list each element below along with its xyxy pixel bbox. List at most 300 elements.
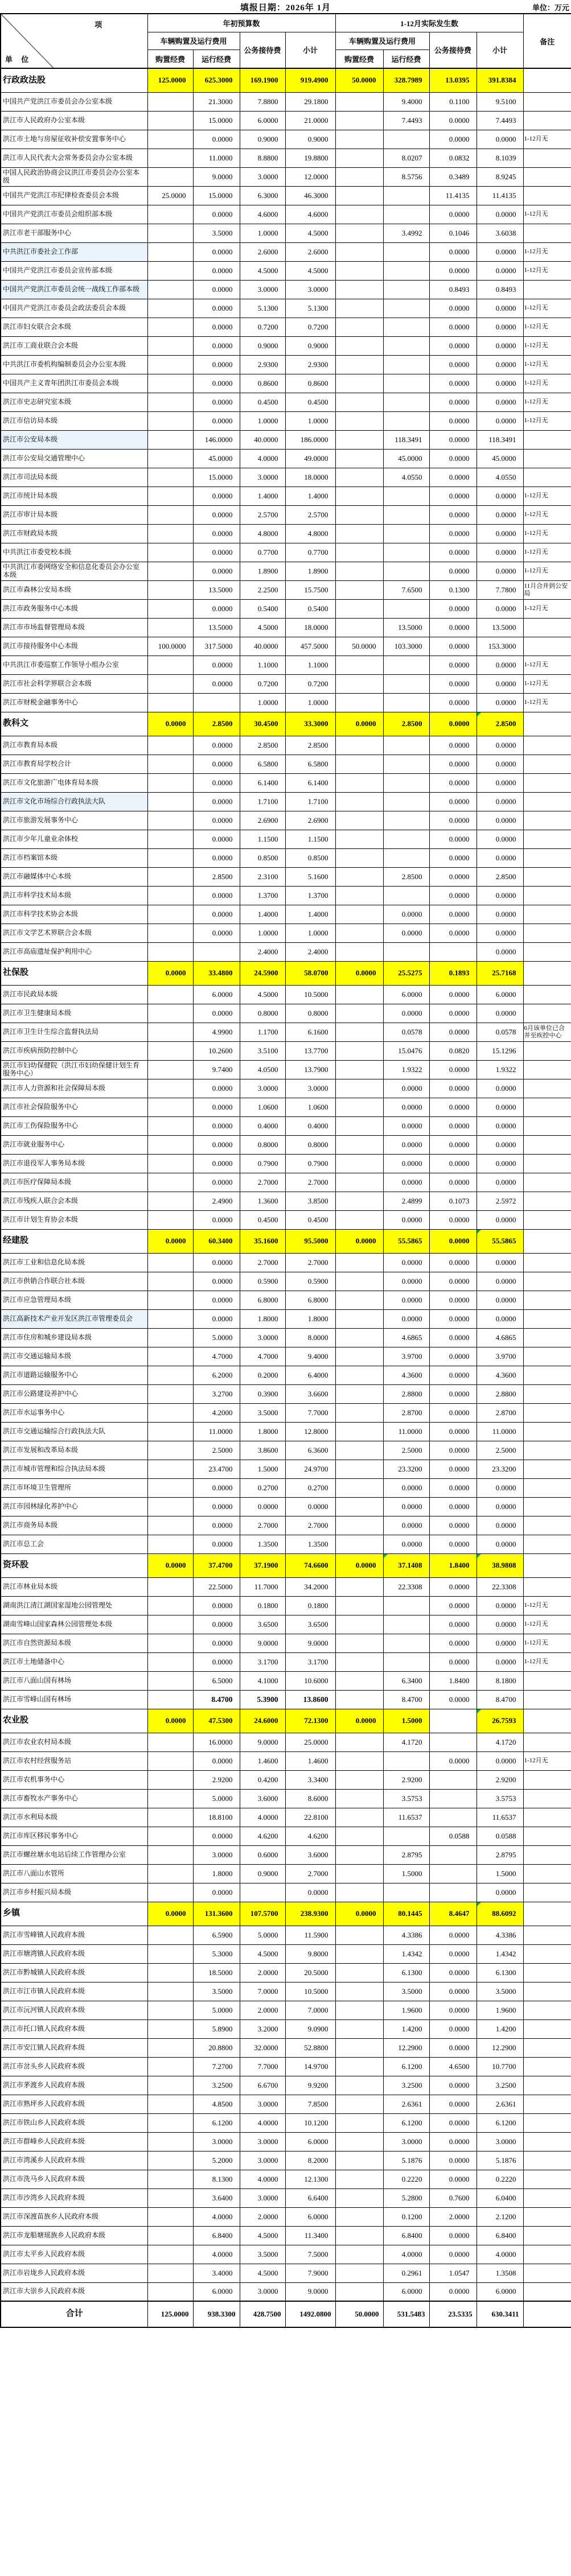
value-cell: 0.0000 (429, 1210, 476, 1229)
value-cell: 0.0000 (476, 336, 523, 355)
value-cell (147, 1808, 193, 1827)
value-cell: 0.0000 (429, 1751, 476, 1770)
value-cell: 2.9200 (193, 1770, 240, 1789)
value-cell (147, 1733, 193, 1751)
value-cell: 0.0000 (193, 1516, 240, 1535)
value-cell (147, 1944, 193, 1963)
value-cell: 0.0000 (193, 1004, 240, 1023)
value-cell: 26.7593 (476, 1709, 523, 1733)
remark-cell (523, 149, 571, 167)
value-cell (147, 449, 193, 468)
value-cell: 2.9300 (240, 355, 285, 374)
value-cell: 0.1800 (240, 1596, 285, 1615)
value-cell: 0.0000 (476, 562, 523, 580)
header-unit-label: 单 位 (5, 55, 32, 64)
unit-name-cell: 中国共产党洪江市委员会办公室本级 (1, 92, 147, 111)
remark-cell (523, 1422, 571, 1441)
value-cell: 0.4000 (285, 1116, 335, 1135)
remark-cell (523, 2301, 571, 2327)
value-cell (147, 562, 193, 580)
value-cell: 1.3700 (285, 886, 335, 905)
unit-name-cell: 洪江市人民政府办公室本级 (1, 111, 147, 130)
value-cell: 1.3600 (240, 1192, 285, 1210)
remark-cell (523, 1441, 571, 1460)
table-row (1, 318, 571, 336)
value-cell (147, 2226, 193, 2245)
value-cell (335, 1751, 383, 1770)
value-cell: 6.8000 (285, 1291, 335, 1309)
value-cell: 1.8000 (285, 1309, 335, 1328)
value-cell (147, 1864, 193, 1883)
value-cell: 2.5000 (476, 1441, 523, 1460)
value-cell: 0.0000 (193, 905, 240, 924)
value-cell: 0.0000 (193, 336, 240, 355)
table-row (1, 2001, 571, 2019)
value-cell (147, 430, 193, 449)
value-cell: 15.0000 (193, 186, 240, 205)
value-cell: 0.0000 (429, 487, 476, 505)
value-cell: 0.0000 (429, 924, 476, 942)
remark-cell (523, 1690, 571, 1709)
value-cell (335, 1079, 383, 1098)
value-cell: 0.0000 (147, 961, 193, 985)
remark-cell: 1-12月无 (523, 299, 571, 318)
value-cell: 8.1039 (476, 149, 523, 167)
value-cell: 35.1600 (240, 1229, 285, 1253)
unit-name-cell: 中共洪江市委网络安全和信息化委员会办公室本级 (1, 562, 147, 580)
value-cell: 0.8000 (285, 1004, 335, 1023)
value-cell: 1.0000 (240, 693, 285, 712)
table-row (1, 2038, 571, 2057)
value-cell (147, 2151, 193, 2170)
value-cell: 0.2000 (240, 1366, 285, 1384)
value-cell (335, 1615, 383, 1634)
value-cell: 5.1300 (285, 299, 335, 318)
remark-cell (523, 1982, 571, 2001)
value-cell: 630.3411 (476, 2301, 523, 2327)
value-cell: 0.0000 (429, 2113, 476, 2132)
section-summary-row (1, 712, 571, 736)
value-cell: 0.8000 (240, 1135, 285, 1154)
value-cell: 13.7700 (285, 1041, 335, 1060)
value-cell: 6.8400 (383, 2226, 429, 2245)
remark-cell: 1-12月无 (523, 393, 571, 411)
value-cell (147, 1403, 193, 1422)
unit-name-cell: 洪江市高庙遗址保护利用中心 (1, 942, 147, 961)
value-cell: 4.6000 (240, 205, 285, 224)
value-cell: 0.0000 (476, 505, 523, 524)
value-cell (147, 1516, 193, 1535)
remark-cell (523, 1272, 571, 1291)
value-cell: 153.3000 (476, 637, 523, 656)
value-cell: 0.0000 (429, 299, 476, 318)
value-cell: 23.3200 (476, 1460, 523, 1478)
unit-name-cell: 中共洪江市委巡察工作领导小组办公室 (1, 656, 147, 674)
unit-name-cell: 洪江市妇幼保健院（洪江市妇幼保健计划生育服务中心） (1, 1060, 147, 1079)
table-row (1, 1116, 571, 1135)
unit-name-cell: 洪江高新技术产业开发区洪江市管理委员会 (1, 1309, 147, 1328)
value-cell: 10.2600 (193, 1041, 240, 1060)
value-cell (147, 656, 193, 674)
value-cell: 1.8400 (429, 1553, 476, 1577)
table-row (1, 1864, 571, 1883)
value-cell: 0.0000 (383, 1079, 429, 1098)
value-cell (147, 1577, 193, 1596)
value-cell: 58.0700 (285, 961, 335, 985)
value-cell (147, 505, 193, 524)
value-cell: 1.4342 (476, 1944, 523, 1963)
value-cell: 1.3500 (240, 1535, 285, 1553)
budget-reception-header: 公务接待费 (240, 32, 285, 68)
remark-cell: 1-12月无 (523, 374, 571, 393)
value-cell: 4.0000 (383, 2245, 429, 2264)
value-cell (147, 1098, 193, 1116)
remark-cell (523, 848, 571, 867)
value-cell: 0.0000 (476, 1210, 523, 1229)
value-cell (147, 1023, 193, 1041)
value-cell (335, 167, 383, 186)
section-summary-row (1, 961, 571, 985)
value-cell: 7.0000 (285, 2001, 335, 2019)
value-cell: 3.0000 (240, 468, 285, 487)
value-cell (147, 1770, 193, 1789)
value-cell (147, 2038, 193, 2057)
value-cell: 1.0547 (429, 2264, 476, 2282)
remark-cell: 1-12月无 (523, 524, 571, 543)
value-cell (147, 1366, 193, 1384)
value-cell: 938.3300 (193, 2301, 240, 2327)
value-cell: 0.0000 (193, 355, 240, 374)
value-cell (147, 2207, 193, 2226)
value-cell (147, 1963, 193, 1982)
table-row (1, 886, 571, 905)
unit-name-cell: 洪江市就业服务中心 (1, 1135, 147, 1154)
value-cell (147, 393, 193, 411)
title-bar (0, 0, 571, 13)
value-cell: 0.0000 (476, 1883, 523, 1902)
value-cell: 8.4700 (383, 1690, 429, 1709)
remark-cell (523, 1553, 571, 1577)
value-cell: 15.0000 (193, 468, 240, 487)
value-cell (147, 224, 193, 242)
value-cell: 11.6537 (476, 1808, 523, 1827)
value-cell: 0.0000 (429, 411, 476, 430)
value-cell: 38.9808 (476, 1553, 523, 1577)
value-cell: 22.3308 (383, 1577, 429, 1596)
value-cell: 9.0000 (285, 1634, 335, 1652)
remark-cell (523, 2113, 571, 2132)
value-cell (335, 2188, 383, 2207)
value-cell (147, 1210, 193, 1229)
remark-cell (523, 792, 571, 811)
value-cell: 0.0000 (429, 1460, 476, 1478)
value-cell (147, 205, 193, 224)
value-cell (147, 1671, 193, 1690)
unit-name-cell: 洪江市螺丝塘水电站后续工作管理办公室 (1, 1845, 147, 1864)
value-cell: 18.0000 (285, 618, 335, 637)
value-cell (147, 1272, 193, 1291)
value-cell (335, 205, 383, 224)
value-cell (335, 1328, 383, 1347)
value-cell (335, 773, 383, 792)
value-cell: 3.4000 (193, 2264, 240, 2282)
value-cell (335, 468, 383, 487)
value-cell (147, 1116, 193, 1135)
value-cell: 6.1200 (383, 2057, 429, 2076)
value-cell: 1.8000 (193, 1864, 240, 1883)
value-cell: 10.6000 (285, 1671, 335, 1690)
value-cell (147, 985, 193, 1004)
table-row (1, 111, 571, 130)
value-cell: 9.9200 (285, 2076, 335, 2095)
value-cell: 0.0000 (476, 773, 523, 792)
value-cell: 0.0588 (476, 1827, 523, 1845)
value-cell: 0.0000 (429, 618, 476, 637)
value-cell: 0.7200 (285, 674, 335, 693)
value-cell: 0.0000 (476, 318, 523, 336)
value-cell (147, 543, 193, 562)
value-cell (147, 2264, 193, 2282)
value-cell: 9.0900 (285, 2019, 335, 2038)
value-cell (335, 1253, 383, 1272)
value-cell: 25.5275 (383, 961, 429, 985)
unit-name-cell: 中国共产主义青年团洪江市委员会本级 (1, 374, 147, 393)
table-row (1, 1478, 571, 1497)
remark-cell (523, 1041, 571, 1060)
value-cell (383, 355, 429, 374)
value-cell: 30.4500 (240, 712, 285, 736)
value-cell (383, 487, 429, 505)
value-cell: 6.1200 (383, 2113, 429, 2132)
remark-cell (523, 1098, 571, 1116)
value-cell: 2.9200 (383, 1770, 429, 1789)
value-cell: 4.5000 (240, 261, 285, 280)
table-row (1, 755, 571, 773)
value-cell: 55.5865 (476, 1229, 523, 1253)
value-cell (335, 1116, 383, 1135)
value-cell: 0.0000 (383, 924, 429, 942)
value-cell: 0.0000 (193, 1079, 240, 1098)
value-cell (335, 792, 383, 811)
remark-cell: 1-12月无 (523, 1615, 571, 1634)
value-cell (335, 1210, 383, 1229)
value-cell: 3.6500 (285, 1615, 335, 1634)
value-cell: 0.0000 (429, 2170, 476, 2188)
value-cell (147, 280, 193, 299)
value-cell: 0.0000 (193, 736, 240, 755)
value-cell: 0.0000 (335, 1229, 383, 1253)
remark-cell (523, 1366, 571, 1384)
value-cell: 95.5000 (285, 1229, 335, 1253)
value-cell: 10.5000 (285, 1982, 335, 2001)
value-cell (147, 1004, 193, 1023)
value-cell: 0.0000 (429, 736, 476, 755)
remark-cell (523, 2264, 571, 2282)
value-cell (147, 355, 193, 374)
remark-cell (523, 830, 571, 848)
value-cell: 0.0000 (240, 1497, 285, 1516)
unit-name-cell: 洪江市湾溪乡人民政府本级 (1, 2151, 147, 2170)
remark-cell: 1-12月无 (523, 318, 571, 336)
value-cell: 3.0000 (240, 1328, 285, 1347)
value-cell: 0.0000 (285, 1883, 335, 1902)
value-cell: 2.8500 (383, 867, 429, 886)
value-cell (383, 411, 429, 430)
value-cell: 0.0000 (429, 905, 476, 924)
value-cell: 1.0000 (240, 411, 285, 430)
value-cell: 0.0000 (429, 1652, 476, 1671)
value-cell (147, 792, 193, 811)
value-cell: 0.4500 (240, 1210, 285, 1229)
value-cell: 0.0000 (476, 1497, 523, 1516)
unit-name-cell: 洪江市卫生健康局本级 (1, 1004, 147, 1023)
value-cell: 6.0000 (193, 985, 240, 1004)
value-cell (335, 1173, 383, 1192)
value-cell: 0.0000 (335, 1553, 383, 1577)
value-cell: 4.0000 (240, 2170, 285, 2188)
value-cell: 0.0000 (476, 905, 523, 924)
value-cell: 0.0588 (429, 1827, 476, 1845)
table-row (1, 1845, 571, 1864)
remark-cell (523, 1577, 571, 1596)
value-cell: 0.8493 (429, 280, 476, 299)
value-cell (335, 149, 383, 167)
value-cell (335, 242, 383, 261)
value-cell (335, 1883, 383, 1902)
unit-name-cell: 洪江市科学技术协会本级 (1, 905, 147, 924)
table-row (1, 1004, 571, 1023)
value-cell: 625.3000 (193, 68, 240, 92)
report-date: 填报日期：2026年 1月 (240, 3, 331, 13)
value-cell: 107.5700 (240, 1902, 285, 1926)
remark-cell (523, 1770, 571, 1789)
value-cell: 7.7000 (240, 2057, 285, 2076)
value-cell: 3.1700 (240, 1652, 285, 1671)
value-cell: 3.6000 (285, 1845, 335, 1864)
value-cell (383, 1751, 429, 1770)
value-cell: 6.0400 (476, 2188, 523, 2207)
table-row (1, 2207, 571, 2226)
value-cell: 0.0820 (429, 1041, 476, 1060)
value-cell (383, 543, 429, 562)
value-cell: 0.0000 (476, 242, 523, 261)
table-row (1, 1883, 571, 1902)
remark-cell (523, 1004, 571, 1023)
value-cell: 0.0000 (193, 1098, 240, 1116)
value-cell: 4.0550 (476, 468, 523, 487)
value-cell: 1.0600 (240, 1098, 285, 1116)
table-row (1, 1328, 571, 1347)
value-cell: 2.9200 (476, 1770, 523, 1789)
value-cell (383, 505, 429, 524)
value-cell: 317.5000 (193, 637, 240, 656)
table-row (1, 693, 571, 712)
value-cell: 6.4000 (285, 1366, 335, 1384)
value-cell (147, 1751, 193, 1770)
unit-name-cell: 中共洪江市委机构编制委员会办公室本级 (1, 355, 147, 374)
value-cell (383, 599, 429, 618)
value-cell: 3.0000 (240, 2282, 285, 2301)
value-cell: 6.5000 (193, 1671, 240, 1690)
value-cell: 3.0000 (240, 1079, 285, 1098)
value-cell (147, 1652, 193, 1671)
value-cell: 3.4992 (383, 224, 429, 242)
unit-name-cell: 洪江市档案馆本级 (1, 848, 147, 867)
value-cell: 12.2900 (383, 2038, 429, 2057)
value-cell: 11.7000 (240, 1577, 285, 1596)
value-cell (147, 674, 193, 693)
value-cell (383, 736, 429, 755)
value-cell: 0.0000 (429, 773, 476, 792)
value-cell: 0.0000 (429, 656, 476, 674)
value-cell: 0.0000 (383, 1478, 429, 1497)
value-cell: 0.0000 (429, 1229, 476, 1253)
value-cell: 5.0000 (193, 2001, 240, 2019)
table-row (1, 1535, 571, 1553)
table-row (1, 2245, 571, 2264)
value-cell: 6.1400 (285, 773, 335, 792)
value-cell: 9.4000 (383, 92, 429, 111)
value-cell: 0.0000 (193, 1535, 240, 1553)
actual-vehicle-header: 车辆购置及运行费用 (335, 32, 429, 50)
unit-name-cell: 洪江市文化市场综合行政执法大队 (1, 792, 147, 811)
value-cell (335, 1963, 383, 1982)
value-cell: 0.0000 (193, 1497, 240, 1516)
value-cell: 0.8000 (240, 1004, 285, 1023)
value-cell: 6.5800 (240, 755, 285, 773)
remark-cell (523, 1384, 571, 1403)
remark-cell (523, 1192, 571, 1210)
unit-name-cell: 中国共产党洪江市委员会政法委员会本级 (1, 299, 147, 318)
value-cell (335, 336, 383, 355)
value-cell: 0.0000 (429, 374, 476, 393)
value-cell: 3.5000 (193, 224, 240, 242)
value-cell (335, 811, 383, 830)
unit-name-cell: 洪江市托口镇人民政府本级 (1, 2019, 147, 2038)
value-cell: 0.0000 (193, 280, 240, 299)
value-cell (429, 1808, 476, 1827)
unit-name-cell: 洪江市供销合作联合社本级 (1, 1272, 147, 1291)
unit-name-cell: 洪江市政务服务中心本级 (1, 599, 147, 618)
value-cell: 33.3000 (285, 712, 335, 736)
value-cell: 5.8900 (193, 2019, 240, 2038)
value-cell: 0.0000 (193, 755, 240, 773)
value-cell: 0.0000 (476, 1309, 523, 1328)
value-cell: 49.0000 (285, 449, 335, 468)
value-cell: 4.8000 (240, 524, 285, 543)
remark-cell (523, 637, 571, 656)
value-cell: 2.6000 (285, 242, 335, 261)
value-cell: 4.5000 (240, 2264, 285, 2282)
remark-cell (523, 68, 571, 92)
value-cell: 0.0578 (476, 1023, 523, 1041)
value-cell: 0.0000 (476, 942, 523, 961)
table-row (1, 848, 571, 867)
value-cell: 3.0000 (476, 2132, 523, 2151)
value-cell: 50.0000 (335, 68, 383, 92)
value-cell: 0.0000 (476, 755, 523, 773)
table-row (1, 336, 571, 355)
value-cell: 13.5000 (383, 618, 429, 637)
section-summary-row (1, 1709, 571, 1733)
value-cell (335, 599, 383, 618)
value-cell: 23.4700 (193, 1460, 240, 1478)
remark-cell (523, 1944, 571, 1963)
remark-cell: 1-12月无 (523, 599, 571, 618)
unit-name-cell: 洪江市商务局本级 (1, 1516, 147, 1535)
value-cell (147, 773, 193, 792)
remark-cell (523, 1079, 571, 1098)
